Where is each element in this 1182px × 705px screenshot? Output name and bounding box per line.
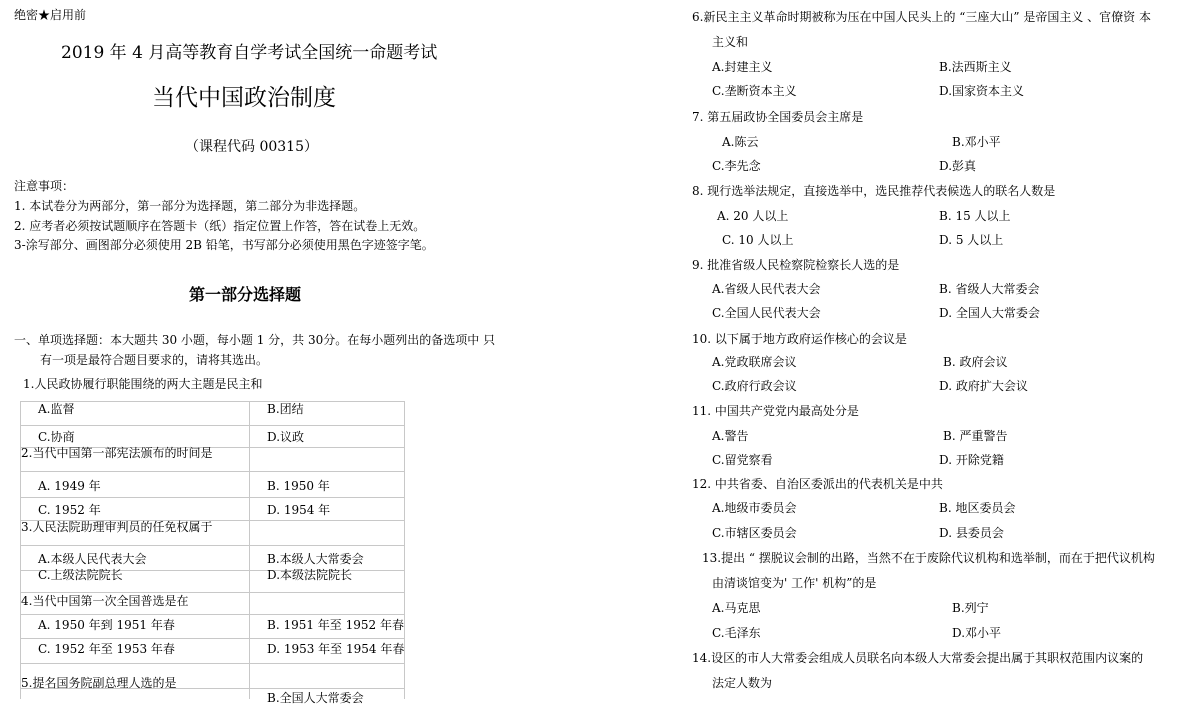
- option-d: D.议政: [267, 430, 305, 444]
- option-d: D. 全国人大常委会: [939, 306, 1040, 320]
- option-b: B. 省级人大常委会: [939, 282, 1040, 296]
- option-a: A.党政联席会议: [712, 355, 797, 369]
- option-c: C.全国人民代表大会: [712, 306, 821, 320]
- notice-item: 2. 应考者必须按试题顺序在答题卡（纸）指定位置上作答，答在试卷上无效。: [14, 219, 426, 233]
- section-instruction: 一、单项选择题：本大题共 30 小题，每小题 1 分，共 30分。在每小题列出的备选项中 只: [14, 333, 496, 347]
- confidential-label: 绝密★启用前: [14, 8, 87, 22]
- option-a: A.警告: [712, 429, 749, 443]
- option-d: D.本级法院院长: [267, 568, 353, 582]
- question-stem: 8. 现行选举法规定，直接选举中，选民推荐代表候选人的联名人数是: [692, 184, 1056, 198]
- option-c: C.毛泽东: [712, 626, 761, 640]
- notice-title: 注意事项：: [14, 179, 75, 193]
- option-c: C.李先念: [712, 159, 761, 173]
- option-a: A.陈云: [722, 135, 759, 149]
- question-stem: 12. 中共省委、自治区委派出的代表机关是中共: [692, 477, 943, 491]
- option-d: D.邓小平: [952, 626, 1002, 640]
- option-d: D. 开除党籍: [939, 453, 1004, 467]
- option-b: B. 地区委员会: [939, 501, 1016, 515]
- option-d: D. 5 人以上: [939, 233, 1004, 247]
- option-b: B.邓小平: [952, 135, 1001, 149]
- option-a: A. 20 人以上: [717, 209, 789, 223]
- question-stem: 11. 中国共产党党内最高处分是: [692, 404, 859, 418]
- question-stem-cont: 主义和: [712, 35, 749, 49]
- option-c: C.垄断资本主义: [712, 84, 797, 98]
- question-stem: 9. 批准省级人民检察院检察长人选的是: [692, 258, 900, 272]
- option-a: A.马克思: [712, 601, 761, 615]
- option-a: A.封建主义: [712, 60, 773, 74]
- option-c: C. 1952 年: [38, 503, 101, 517]
- question-stem: 14.设区的市人大常委会组成人员联名向本级人大常委会提出属于其职权范围内议案的: [692, 651, 1144, 665]
- question-stem: 2.当代中国第一部宪法颁布的时间是: [21, 446, 213, 460]
- option-d: D. 1953 年至 1954 年春: [267, 642, 405, 656]
- question-stem-cont: 由清谈馆变为' 工作' 机构”的是: [712, 576, 877, 590]
- option-b: B. 15 人以上: [939, 209, 1011, 223]
- option-c: C. 10 人以上: [722, 233, 794, 247]
- option-a: A.监督: [38, 402, 75, 416]
- option-b: B. 严重警告: [943, 429, 1008, 443]
- section-instruction-cont: 有一项是最符合题目要求的，请将其选出。: [40, 353, 269, 367]
- option-b: B. 1950 年: [267, 479, 330, 493]
- course-code: （课程代码 00315）: [185, 139, 318, 155]
- option-b: B.本级人大常委会: [267, 552, 364, 566]
- notice-item: 3-涂写部分、画图部分必须使用 2B 铅笔，书写部分必须使用黑色字迹签字笔。: [14, 238, 434, 252]
- option-c: C.留党察看: [712, 453, 773, 467]
- option-c: C.政府行政会议: [712, 379, 797, 393]
- exam-title: 2019 年 4 月高等教育自学考试全国统一命题考试: [61, 43, 438, 63]
- question-stem: 4.当代中国第一次全国普选是在: [21, 594, 189, 608]
- option-a: A.本级人民代表大会: [38, 552, 147, 566]
- question-stem: 1.人民政协履行职能围绕的两大主题是民主和: [23, 377, 263, 391]
- question-stem: 5.提名国务院副总理人选的是: [21, 676, 177, 690]
- option-b: B.团结: [267, 402, 304, 416]
- notice-item: 1. 本试卷分为两部分，第一部分为选择题，第二部分为非选择题。: [14, 199, 366, 213]
- option-a: A. 1949 年: [38, 479, 101, 493]
- option-c: C. 1952 年至 1953 年春: [38, 642, 175, 656]
- question-stem: 10. 以下属于地方政府运作核心的会议是: [692, 332, 907, 346]
- option-b: B.列宁: [952, 601, 989, 615]
- question-stem: 3.人民法院助理审判员的任免权属于: [21, 520, 213, 534]
- question-stem-cont: 法定人数为: [712, 676, 773, 690]
- option-c: C.协商: [38, 430, 75, 444]
- option-d: D. 县委员会: [939, 526, 1004, 540]
- option-d: D. 政府扩大会议: [939, 379, 1028, 393]
- option-a: A.地级市委员会: [712, 501, 797, 515]
- option-d: D. 1954 年: [267, 503, 331, 517]
- part-title: 第一部分选择题: [189, 285, 302, 304]
- option-d: D.彭真: [939, 159, 977, 173]
- subject-title: 当代中国政治制度: [152, 85, 336, 111]
- option-b: B. 政府会议: [943, 355, 1008, 369]
- option-b: B.全国人大常委会: [267, 691, 364, 705]
- option-a: A.省级人民代表大会: [712, 282, 821, 296]
- question-stem: 13.提出 “ 摆脱议会制的出路，当然不在于废除代议机构和选举制，而在于把代议机构: [702, 551, 1155, 565]
- option-b: B.法西斯主义: [939, 60, 1012, 74]
- option-c: C.市辖区委员会: [712, 526, 797, 540]
- question-stem: 6.新民主主义革命时期被称为压在中国人民头上的 “三座大山” 是帝国主义 、官僚资 本: [692, 10, 1151, 24]
- question-stem: 7. 第五届政协全国委员会主席是: [692, 110, 864, 124]
- option-c: C.上级法院院长: [38, 568, 123, 582]
- option-b: B. 1951 年至 1952 年春: [267, 618, 404, 632]
- option-d: D.国家资本主义: [939, 84, 1025, 98]
- option-a: A. 1950 年到 1951 年春: [38, 618, 175, 632]
